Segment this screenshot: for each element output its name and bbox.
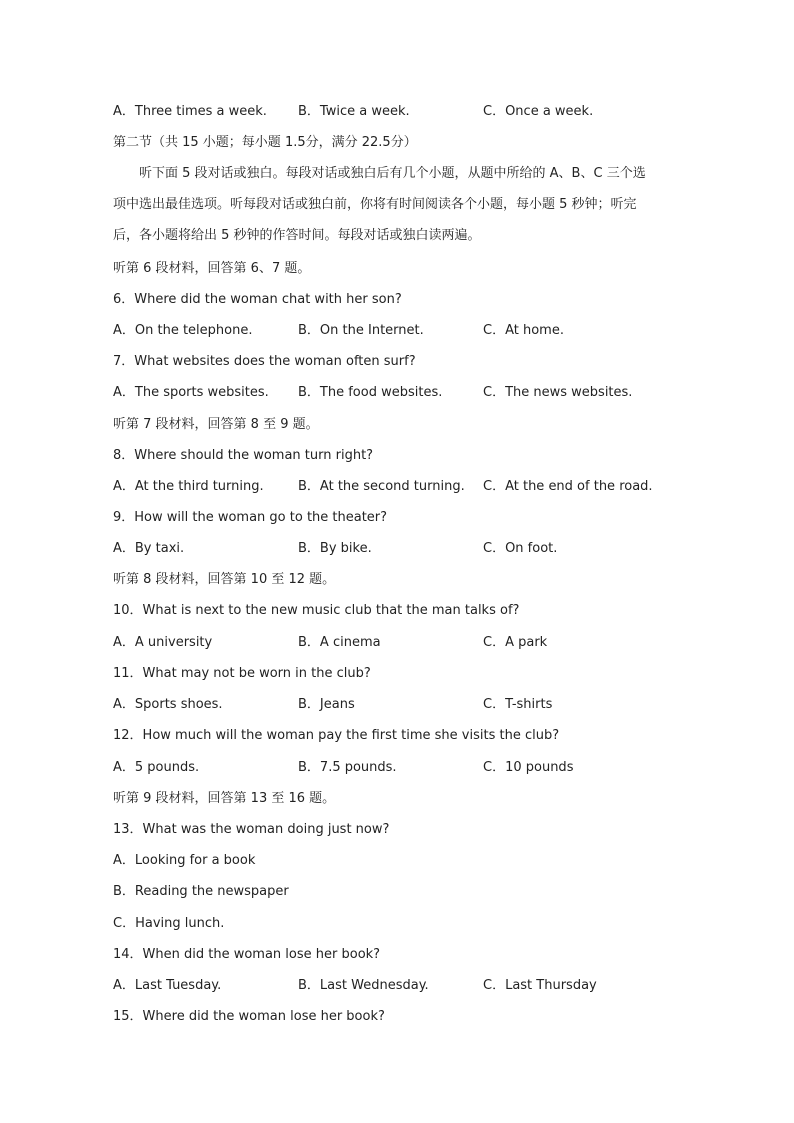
option-b: B．Last Wednesday.: [298, 978, 429, 993]
question-stem: 6．Where did the woman chat with her son?: [113, 292, 402, 307]
option-c: C．The news websites.: [483, 385, 633, 400]
question-stem: 10．What is next to the new music club that the man talks of?: [113, 603, 520, 618]
option-b: B．Reading the newspaper: [113, 884, 289, 899]
question-stem: 13．What was the woman doing just now?: [113, 822, 390, 837]
option-c: C．Once a week.: [483, 104, 594, 119]
option-c: C．T-shirts: [483, 697, 553, 712]
instruction-line: 听下面 5 段对话或独白。每段对话或独白后有几个小题，从题中所给的 A、B、C 三个选: [139, 166, 646, 181]
instructions: [113, 165, 683, 258]
group-heading: 听第 9 段材料，回答第 13 至 16 题。: [113, 791, 336, 806]
group-heading: 听第 7 段材料，回答第 8 至 9 题。: [113, 417, 319, 432]
option-c: C．Having lunch.: [113, 916, 225, 931]
option-a: A．By taxi.: [113, 541, 185, 556]
question-stem: 7．What websites does the woman often surf?: [113, 354, 416, 369]
option-c: C．On foot.: [483, 541, 558, 556]
section-header: 第二节（共 15 小题；每小题 1.5分，满分 22.5分）: [113, 135, 417, 150]
question-stem: 12．How much will the woman pay the first time she visits the club?: [113, 728, 560, 743]
option-b: B．7.5 pounds.: [298, 760, 397, 775]
group-heading: 听第 8 段材料，回答第 10 至 12 题。: [113, 572, 336, 587]
option-b: B．A cinema: [298, 635, 381, 650]
option-b: B．The food websites.: [298, 385, 443, 400]
option-b: B．Twice a week.: [298, 104, 410, 119]
option-a: A．Sports shoes.: [113, 697, 223, 712]
option-a: A．At the third turning.: [113, 479, 264, 494]
group-heading: 听第 6 段材料，回答第 6、7 题。: [113, 261, 311, 276]
option-b: B．By bike.: [298, 541, 372, 556]
question-stem: 15．Where did the woman lose her book?: [113, 1009, 385, 1024]
option-a: A．Looking for a book: [113, 853, 256, 868]
question-stem: 8．Where should the woman turn right?: [113, 448, 374, 463]
option-b: B．At the second turning.: [298, 479, 465, 494]
option-a: A．On the telephone.: [113, 323, 253, 338]
instruction-line: 项中选出最佳选项。听每段对话或独白前，你将有时间阅读各个小题，每小题 5 秒钟；听完: [113, 197, 637, 212]
option-c: C．Last Thursday: [483, 978, 597, 993]
option-a: A．Last Tuesday.: [113, 978, 222, 993]
question-stem: 14．When did the woman lose her book?: [113, 947, 381, 962]
option-c: C．At the end of the road.: [483, 479, 653, 494]
option-c: C．10 pounds: [483, 760, 574, 775]
question-stem: 11．What may not be worn in the club?: [113, 666, 371, 681]
question-stem: 9．How will the woman go to the theater?: [113, 510, 388, 525]
option-c: C．At home.: [483, 323, 564, 338]
option-b: B．On the Internet.: [298, 323, 424, 338]
option-a: A．The sports websites.: [113, 385, 269, 400]
instruction-line: 后，各小题将给出 5 秒钟的作答时间。每段对话或独白读两遍。: [113, 228, 481, 243]
option-c: C．A park: [483, 635, 548, 650]
option-a: A．A university: [113, 635, 213, 650]
option-a: A．5 pounds.: [113, 760, 200, 775]
option-b: B．Jeans: [298, 697, 355, 712]
option-a: A．Three times a week.: [113, 104, 267, 119]
